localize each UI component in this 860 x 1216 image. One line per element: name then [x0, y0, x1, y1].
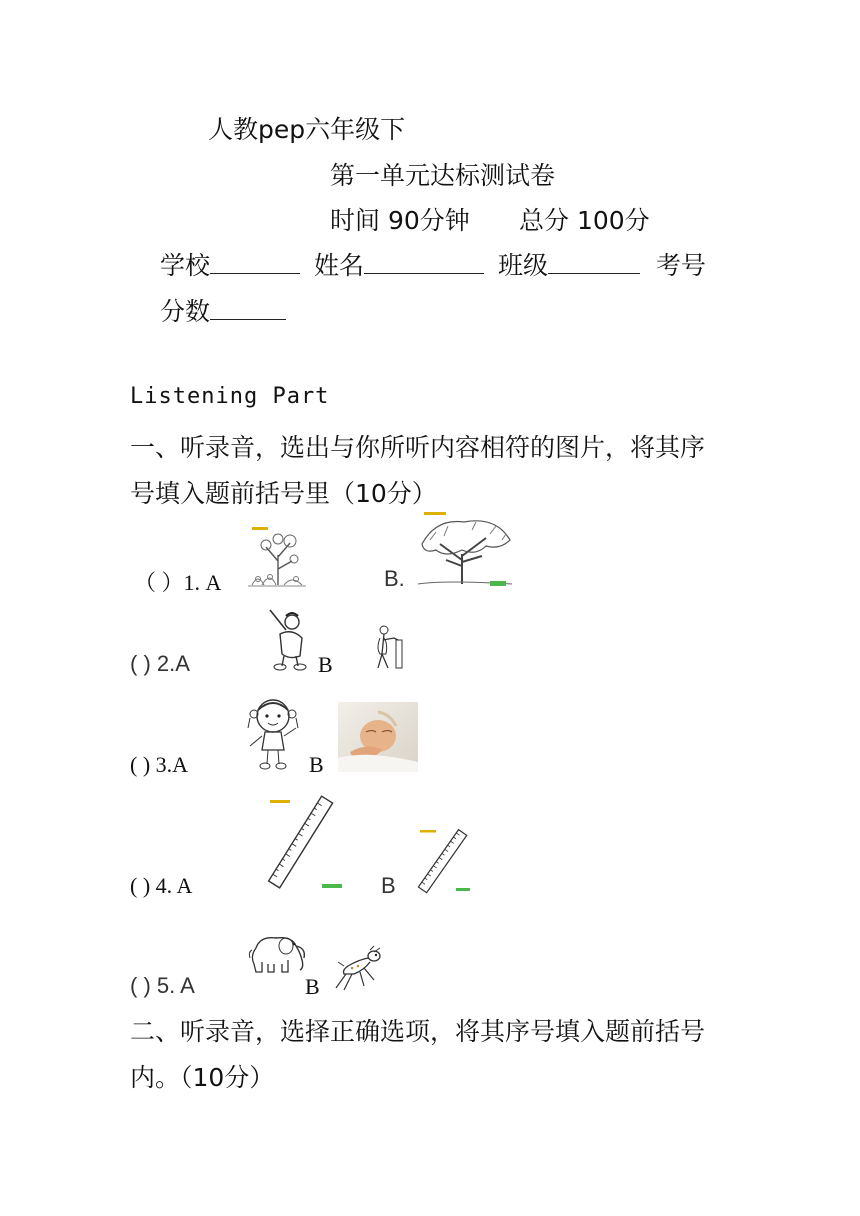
class-label: 班级: [497, 251, 548, 280]
score-label: 分数: [160, 297, 211, 326]
section2-title-line2: 内。（10分）: [130, 1063, 275, 1092]
time-label: 时间 90分钟: [330, 206, 470, 235]
score-field[interactable]: [210, 295, 286, 320]
sleeping-baby-photo: [338, 702, 418, 772]
q4-b-label: B: [381, 873, 396, 898]
man-with-sword-icon: [266, 608, 312, 672]
score-row: [160, 292, 286, 328]
deer-icon: [330, 944, 386, 994]
q3-b-label: B: [309, 752, 324, 777]
section2-title-line1: 二、听录音，选择正确选项，将其序号填入题前括号: [130, 1017, 706, 1046]
short-ruler-icon: [412, 822, 474, 894]
info-fields-row: [160, 246, 730, 282]
name-label: 姓名: [313, 251, 364, 280]
q1-b-label: B.: [384, 566, 405, 591]
part-title: Listening Part: [130, 384, 330, 409]
q1-prefix: （ ）1. A: [134, 570, 222, 595]
big-tree-icon: [416, 510, 514, 590]
long-ruler-icon: [260, 794, 346, 892]
small-tree-icon: [248, 525, 308, 589]
q5-prefix: ( ) 5. A: [130, 973, 195, 998]
header-title: 人教pep六年级下: [208, 115, 406, 144]
score-total-label: 总分 100分: [519, 206, 650, 235]
q5-b-label: B: [305, 974, 320, 999]
girl-icon: [244, 692, 302, 774]
section1-title-line2: 号填入题前括号里（10分）: [130, 479, 437, 508]
name-field[interactable]: [364, 249, 484, 274]
school-label: 学校: [160, 251, 211, 280]
q3-prefix: ( ) 3.A: [130, 752, 189, 777]
class-field[interactable]: [548, 249, 640, 274]
q4-prefix: ( ) 4. A: [130, 873, 193, 898]
q2-b-label: B: [318, 652, 333, 677]
section1-title-line1: 一、听录音，选出与你所听内容相符的图片，将其序: [130, 433, 706, 462]
thin-person-icon: [372, 624, 406, 670]
school-field[interactable]: [210, 249, 300, 274]
q2-prefix: ( ) 2.A: [130, 651, 190, 676]
test-title: 第一单元达标测试卷: [330, 161, 556, 190]
exam-no-label: 考号: [655, 251, 706, 280]
elephant-icon: [246, 930, 310, 976]
